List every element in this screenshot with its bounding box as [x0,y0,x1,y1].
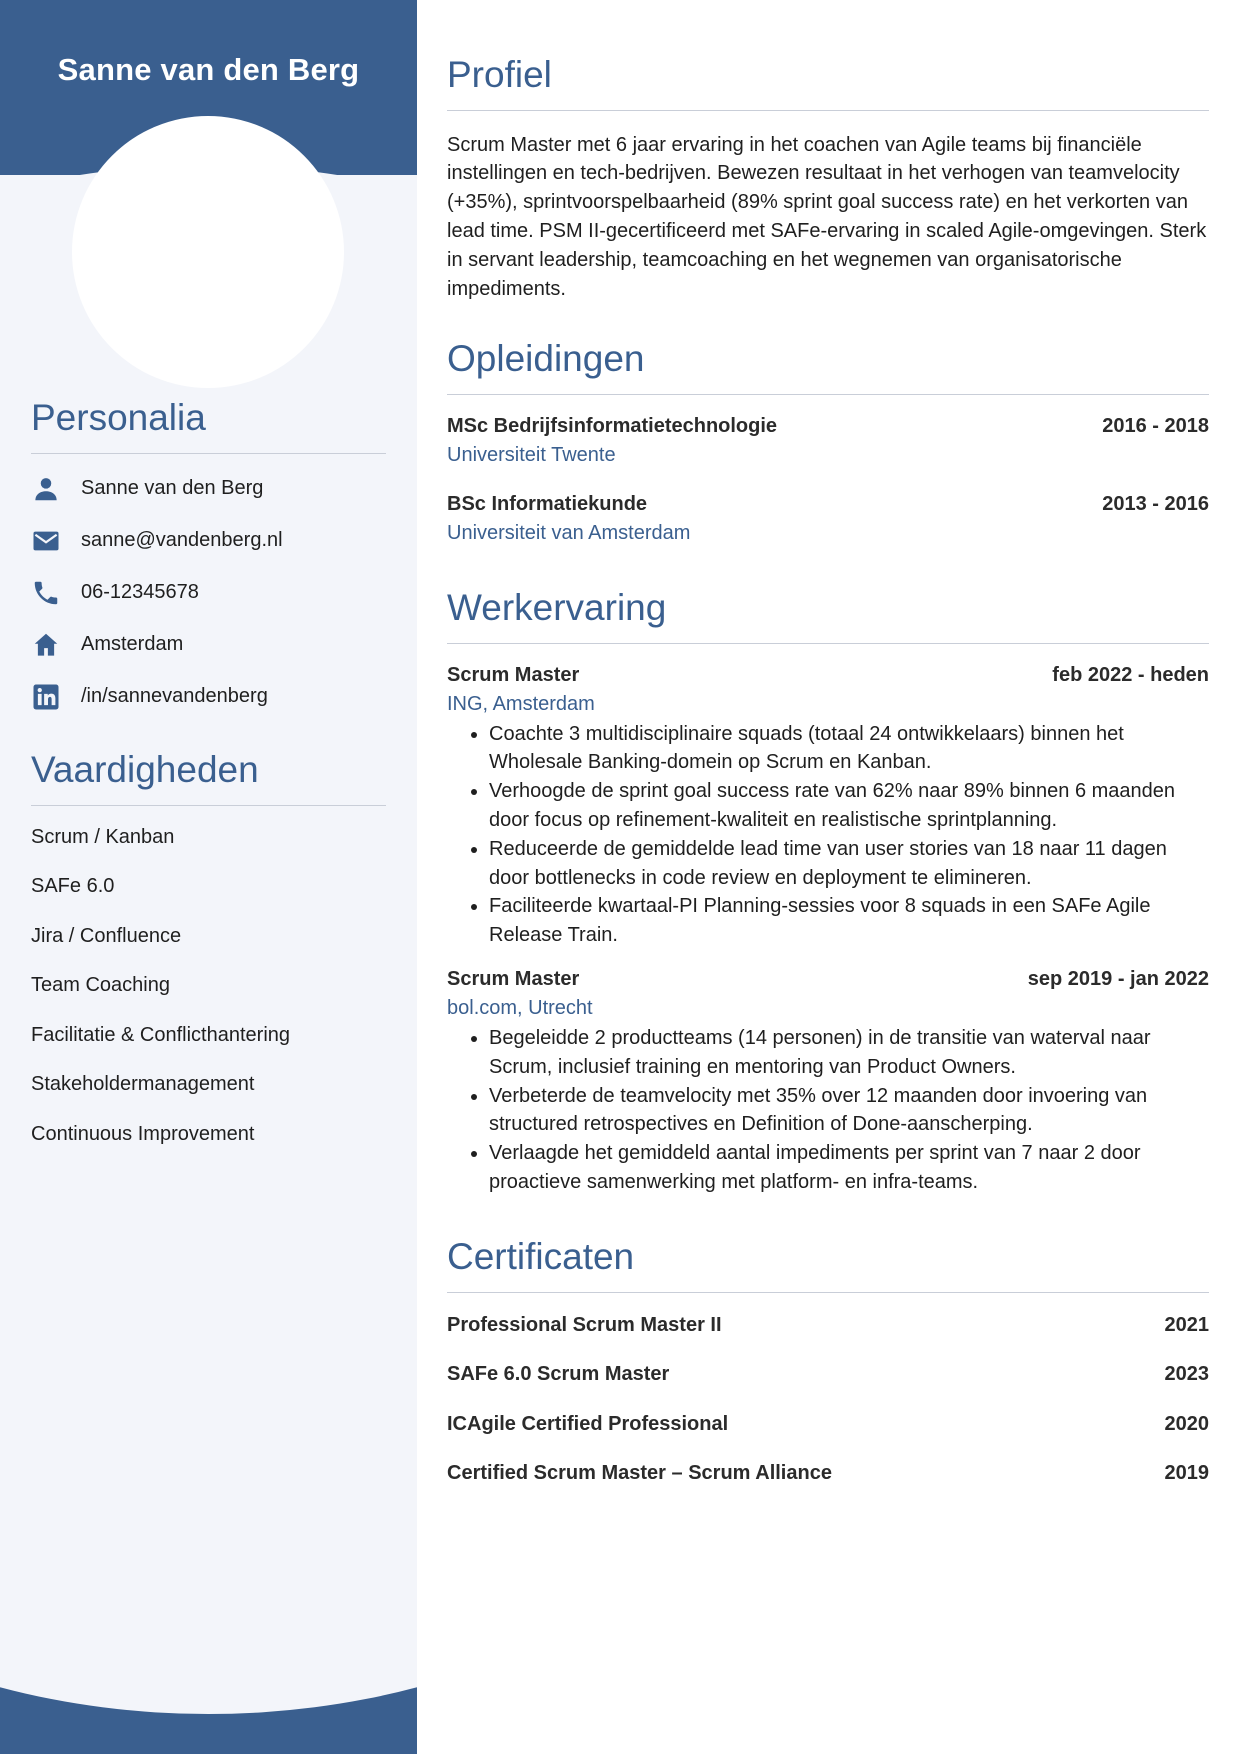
person-icon [31,474,61,504]
education-date: 2013 - 2016 [1102,492,1209,515]
skills-heading: Vaardigheden [31,750,386,806]
education-entry [447,493,1209,545]
experience-heading: Werkervaring [447,588,1209,644]
achievement-item: • Verlaagde het gemiddeld aantal impediments per sprint van 7 naar 2 door proactieve samenwerking met platform- en infra-teams. [489,1139,1209,1197]
contact-item-name [31,463,386,515]
personalia-section [31,398,386,723]
profile-photo [72,116,344,388]
skill-item: Jira / Confluence [31,924,182,947]
certificate-item [447,1400,1209,1450]
education-date: 2016 - 2018 [1102,414,1209,437]
contact-item-email[interactable] [31,515,386,567]
education-degree: BSc Informatiekunde [447,492,648,515]
education-section [447,339,1209,545]
education-institution: Universiteit Twente [447,443,616,466]
achievement-item: • Faciliteerde kwartaal-PI Planning-sessies voor 8 squads in een SAFe Agile Release Train. [489,892,1209,950]
education-heading: Opleidingen [447,339,1209,395]
skill-item: Team Coaching [31,974,170,997]
contact-name: Sanne van den Berg [81,477,264,500]
certificate-name: ICAgile Certified Professional [447,1412,729,1435]
certificate-name: Professional Scrum Master II [447,1313,722,1336]
certificate-item [447,1301,1209,1351]
certificate-item [447,1449,1209,1499]
linkedin-icon [31,682,61,712]
profile-heading: Profiel [447,55,1209,111]
sidebar [0,0,417,1754]
education-entry [447,415,1209,467]
mail-icon [31,526,61,556]
skill-item: Facilitatie & Conflicthantering [31,1023,291,1046]
certificate-year: 2023 [1164,1363,1209,1386]
experience-entry [447,968,1209,1197]
experience-section [447,588,1209,1197]
experience-entry [447,664,1209,950]
job-date: sep 2019 - jan 2022 [1027,968,1209,991]
contact-location: Amsterdam [81,633,184,656]
contact-item-linkedin[interactable] [31,671,386,723]
certificates-section [447,1237,1209,1499]
phone-icon [31,578,61,608]
contact-item-phone[interactable] [31,567,386,619]
home-icon [31,630,61,660]
contact-phone[interactable]: 06-12345678 [81,581,199,604]
job-title: Scrum Master [447,968,580,991]
education-degree: MSc Bedrijfsinformatietechnologie [447,414,778,437]
job-achievements [447,1024,1209,1197]
certificate-year: 2021 [1164,1313,1209,1336]
achievement-item: • Reduceerde de gemiddelde lead time van user stories van 18 naar 11 dagen door bottlenecks in code review en deployment te elimineren. [489,835,1209,893]
job-employer: ING, Amsterdam [447,692,595,715]
job-title: Scrum Master [447,663,580,686]
certificate-name: Certified Scrum Master – Scrum Alliance [447,1462,832,1485]
candidate-name: Sanne van den Berg [57,52,360,87]
personalia-heading: Personalia [31,398,386,454]
job-achievements [447,720,1209,950]
achievement-item: • Verhoogde de sprint goal success rate van 62% naar 89% binnen 6 maanden door focus op refinement-kwaliteit en realistische sprintplanning. [489,777,1209,835]
achievement-item: • Verbeterde de teamvelocity met 35% over 12 maanden door invoering van structured retrospectives en Definition of Done-aanscherping. [489,1082,1209,1140]
certificate-name: SAFe 6.0 Scrum Master [447,1363,670,1386]
contact-item-location [31,619,386,671]
achievement-item: • Coachte 3 multidisciplinaire squads (totaal 24 ontwikkelaars) binnen het Wholesale Banking-domein op Scrum en Kanban. [489,720,1209,778]
profile-section [447,55,1209,303]
contact-linkedin[interactable]: /in/sannevandenberg [81,685,268,708]
skill-item: SAFe 6.0 [31,875,115,898]
certificates-heading: Certificaten [447,1237,1209,1293]
contact-email[interactable]: sanne@vandenberg.nl [81,529,283,552]
certificate-year: 2019 [1164,1462,1209,1485]
profile-text: Scrum Master met 6 jaar ervaring in het coachen van Agile teams bij financiële instellingen en tech-bedrijven. Bewezen resultaat in het verhogen van teamvelocity (+35%), sprintvoorspelbaarheid (89% sprint goal success rate) en het verkorten van lead time. PSM II-gecertificeerd met SAFe-ervaring in scaled Agile-omgevingen. Sterk in servant leadership, teamcoaching en het wegnemen van organisatorische impediments. [447,133,1207,300]
skill-item: Stakeholdermanagement [31,1073,255,1096]
certificate-year: 2020 [1164,1412,1209,1435]
skill-item: Scrum / Kanban [31,825,175,848]
skill-item: Continuous Improvement [31,1122,255,1145]
certificate-item [447,1350,1209,1400]
education-institution: Universiteit van Amsterdam [447,521,691,544]
job-date: feb 2022 - heden [1052,663,1209,686]
job-employer: bol.com, Utrecht [447,997,593,1020]
achievement-item: • Begeleidde 2 productteams (14 personen) in de transitie van waterval naar Scrum, inclusief training en mentoring van Product Owners. [489,1024,1209,1082]
contact-list [31,463,386,723]
skill-list [31,813,386,1160]
skills-section [31,750,386,1159]
certificate-list [447,1301,1209,1499]
